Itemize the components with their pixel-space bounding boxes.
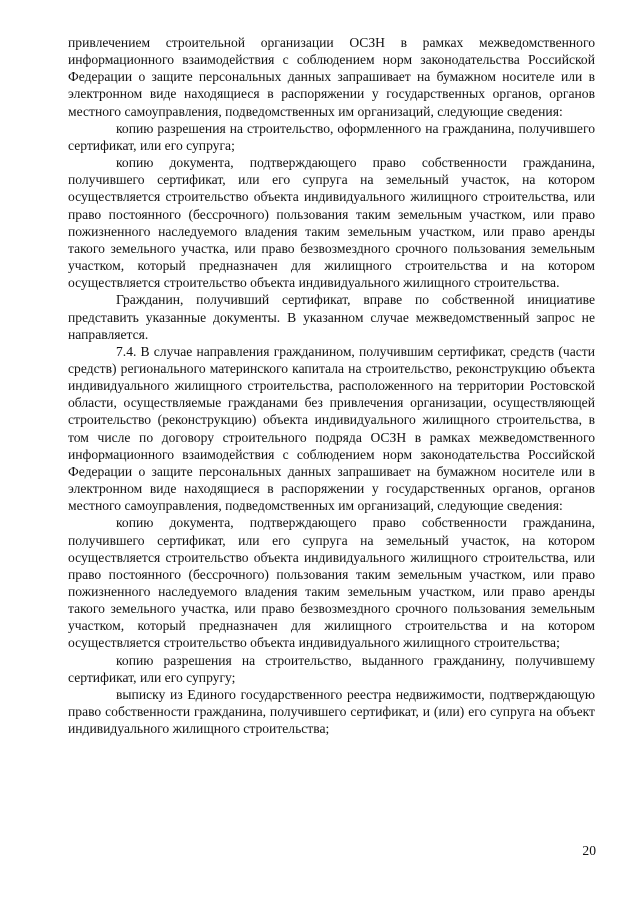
paragraph-1: привлечением строительной организации ОСЗН в рамках межведомственного информационного взаимодействия с соблюдением норм законодательства Российской Федерации о защите персональных данных запрашивает на бумажном носителе или в электронном виде находящиеся в распоряжении у государственных органов, органов местного самоуправления, подведомственных им организаций, следующие сведения:: [68, 35, 595, 119]
document-body: [68, 34, 595, 737]
paragraph-3: копию документа, подтверждающего право собственности гражданина, получившего сертификат, или его супруга на земельный участок, на котором осуществляется строительство объекта индивидуального жилищного строительства, или право постоянного (бессрочного) пользования таким земельным участком, или право пожизненного наследуемого владения таким земельным участком, или право аренды такого земельного участка, или право безвозмездного срочного пользования земельным участком, который предназначен для жилищного строительства и на котором осуществляется строительство объекта индивидуального жилищного строительства.: [68, 155, 595, 291]
paragraph-7: копию разрешения на строительство, выданного гражданину, получившему сертификат, или его супругу;: [68, 652, 595, 685]
paragraph-8: выписку из Единого государственного реестра недвижимости, подтверждающую право собственности гражданина, получившего сертификат, и (или) его супруга на объект индивидуального жилищного строительства;: [68, 686, 595, 737]
paragraph-5: 7.4. В случае направления гражданином, получившим сертификат, средств (части средств) регионального материнского капитала на строительство, реконструкцию объекта индивидуального жилищного строительства, расположенного на территории Ростовской области, осуществляемые гражданами без привлечения организации, осуществляющей строительство (реконструкцию) объекта индивидуального жилищного строительства, в том числе по договору строительного подряда ОСЗН в рамках межведомственного информационного взаимодействия с соблюдением норм законодательства Российской Федерации о защите персональных данных запрашивает на бумажном носителе или в электронном виде находящиеся в распоряжении у государственных органов, органов местного самоуправления, подведомственных им организаций, следующие сведения:: [68, 343, 595, 514]
paragraph-2: копию разрешения на строительство, оформленного на гражданина, получившего сертификат, или его супруга;: [68, 120, 595, 153]
page-number: 20: [582, 843, 596, 858]
paragraph-4: Гражданин, получивший сертификат, вправе по собственной инициативе представить указанные документы. В указанном случае межведомственный запрос не направляется.: [68, 292, 595, 342]
paragraph-6: копию документа, подтверждающего право собственности гражданина, получившего сертификат, или его супруга на земельный участок, на котором осуществляется строительство объекта индивидуального жилищного строительства, или право постоянного (бессрочного) пользования таким земельным участком, или право пожизненного наследуемого владения таким земельным участком, или право аренды такого земельного участка, или право безвозмездного срочного пользования земельным участком, который предназначен для жилищного строительства и на котором осуществляется строительство объекта индивидуального жилищного строительства;: [68, 515, 595, 651]
